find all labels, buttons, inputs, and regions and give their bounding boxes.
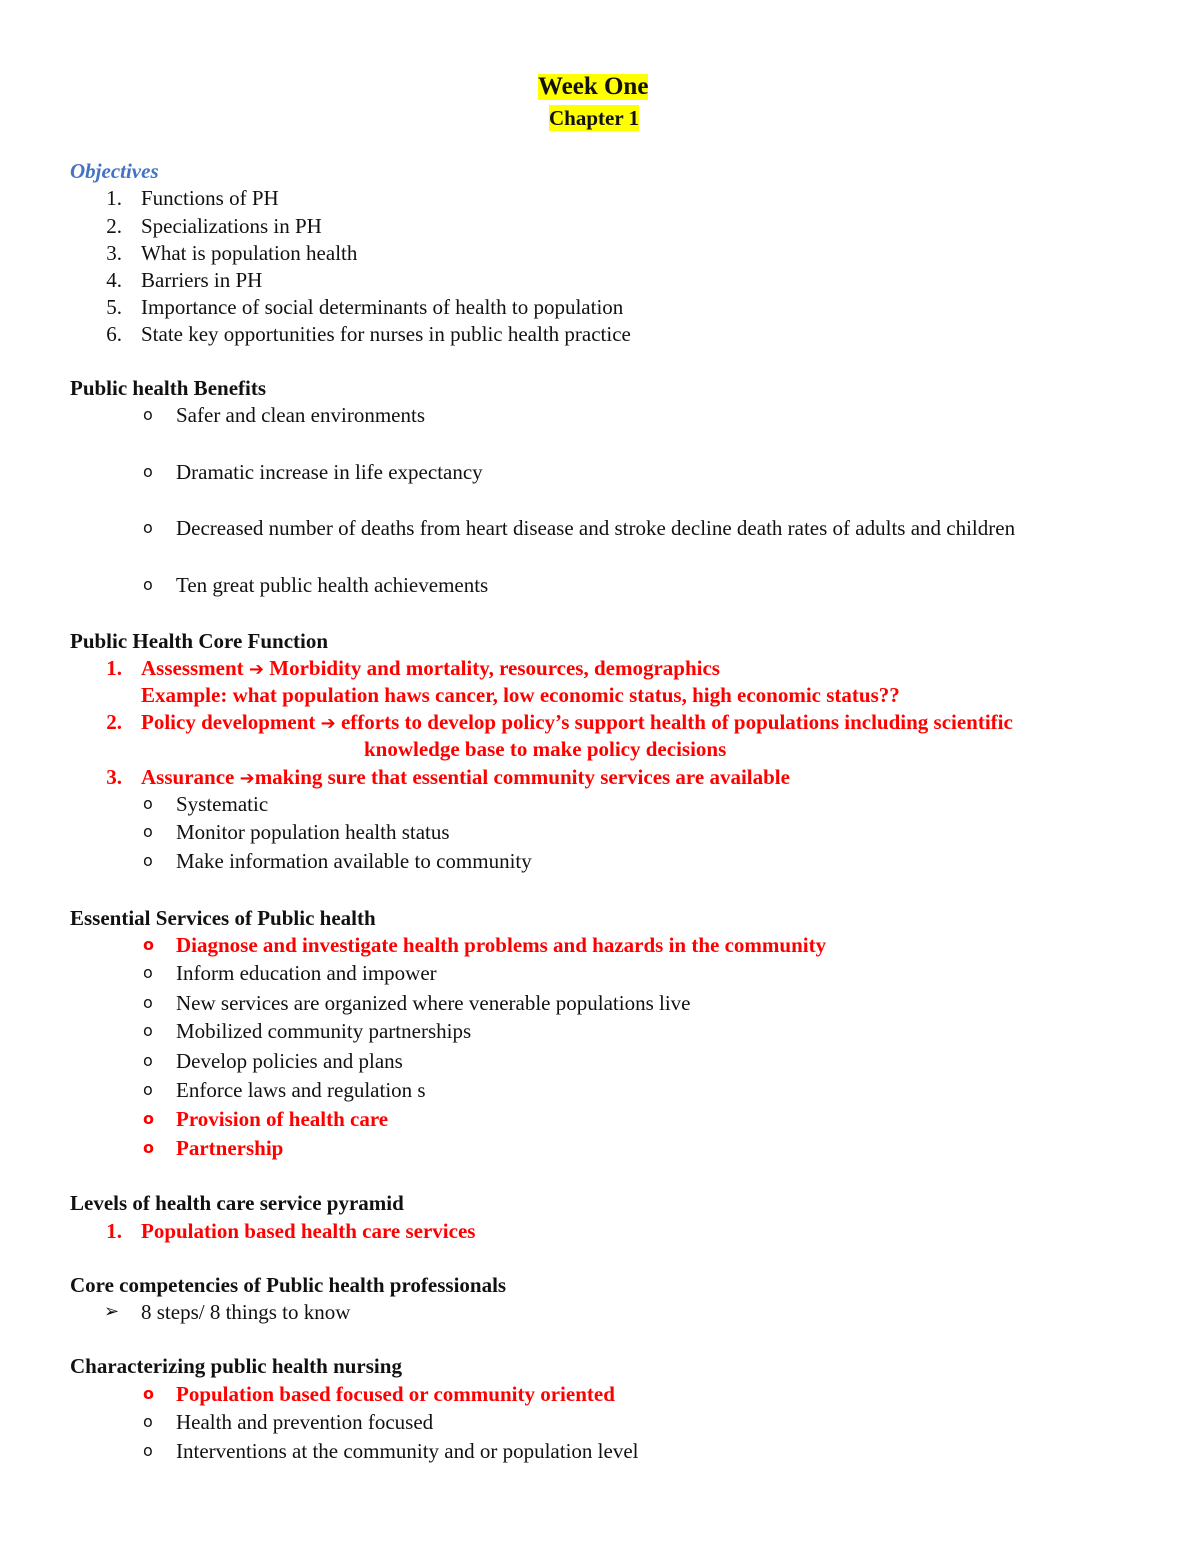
- bullet-icon: o: [143, 794, 153, 813]
- list-item-text: Provision of health care: [176, 1107, 389, 1131]
- list-item-text: Make information available to community: [176, 849, 532, 873]
- bullet-icon: o: [143, 1051, 153, 1070]
- bullet-icon: o: [143, 963, 153, 982]
- arrow-right-icon: ➔: [248, 659, 265, 680]
- arrowhead-bullet-icon: ➢: [104, 1301, 120, 1322]
- list-item-text: Develop policies and plans: [176, 1049, 403, 1073]
- list-number: 1.: [106, 656, 122, 680]
- list-number: 1.: [106, 186, 122, 210]
- nursing-heading: Characterizing public health nursing: [70, 1354, 402, 1378]
- list-number: 6.: [106, 322, 122, 346]
- list-item-text: Importance of social determinants of health to population: [141, 295, 624, 319]
- objectives-heading: Objectives: [70, 159, 159, 183]
- bullet-icon: o: [143, 851, 153, 870]
- bullet-icon: o: [143, 462, 153, 481]
- bullet-icon: o: [143, 1384, 154, 1403]
- list-item-text: 8 steps/ 8 things to know: [141, 1300, 351, 1324]
- core-text: making sure that essential community services are available: [254, 765, 790, 789]
- core-label: Policy development: [141, 710, 316, 734]
- bullet-icon: o: [143, 405, 153, 424]
- page-title: Week One: [538, 73, 649, 100]
- list-item-text: Population based focused or community oriented: [176, 1382, 615, 1406]
- list-number: 4.: [106, 268, 122, 292]
- list-item-text: Systematic: [176, 792, 269, 816]
- bullet-icon: o: [143, 575, 153, 594]
- list-item-text: [141, 709, 1013, 737]
- core-text: Morbidity and mortality, resources, demographics: [269, 656, 720, 680]
- bullet-icon: o: [143, 993, 153, 1012]
- page-subtitle: Chapter 1: [549, 106, 640, 130]
- bullet-icon: o: [143, 1021, 153, 1040]
- list-item-text: Mobilized community partnerships: [176, 1019, 472, 1043]
- list-item-text: New services are organized where venerable populations live: [176, 991, 691, 1015]
- list-item-text: State key opportunities for nurses in public health practice: [141, 322, 631, 346]
- pyramid-heading: Levels of health care service pyramid: [70, 1191, 404, 1215]
- list-item-text: Ten great public health achievements: [176, 573, 489, 597]
- list-item-text: Barriers in PH: [141, 268, 263, 292]
- arrow-right-icon: ➔: [239, 768, 255, 789]
- core-label: Assurance: [141, 765, 235, 789]
- core-function-heading: Public Health Core Function: [70, 629, 329, 653]
- arrow-right-icon: ➔: [320, 713, 336, 734]
- bullet-icon: o: [143, 935, 154, 954]
- list-item-text: [141, 655, 720, 683]
- list-item-text: Specializations in PH: [141, 214, 322, 238]
- list-number: 3.: [106, 241, 122, 265]
- list-item-text: What is population health: [141, 241, 358, 265]
- core-text: efforts to develop policy’s support health of populations including scientific: [340, 710, 1013, 734]
- bullet-icon: o: [143, 822, 153, 841]
- list-item-text: Monitor population health status: [176, 820, 450, 844]
- list-number: 3.: [106, 765, 122, 789]
- list-item-text: Health and prevention focused: [176, 1410, 434, 1434]
- list-item-text: Inform education and impower: [176, 961, 437, 985]
- benefits-heading: Public health Benefits: [70, 376, 267, 400]
- list-item-text: Diagnose and investigate health problems and hazards in the community: [176, 933, 827, 957]
- bullet-icon: o: [143, 518, 153, 537]
- list-item-text: Decreased number of deaths from heart disease and stroke decline death rates of adults and children: [176, 516, 1016, 540]
- bullet-icon: o: [143, 1080, 153, 1099]
- list-item-text: Population based health care services: [141, 1219, 476, 1243]
- list-item-text: Partnership: [176, 1136, 284, 1160]
- list-number: 2.: [106, 710, 122, 734]
- bullet-icon: o: [143, 1138, 154, 1157]
- list-item-text: Enforce laws and regulation s: [176, 1078, 426, 1102]
- list-number: 5.: [106, 295, 122, 319]
- list-item-text: Interventions at the community and or population level: [176, 1439, 639, 1463]
- core-example: Example: what population haws cancer, low economic status, high economic status??: [141, 683, 900, 707]
- list-number: 1.: [106, 1219, 122, 1243]
- competencies-heading: Core competencies of Public health professionals: [70, 1273, 507, 1297]
- essential-services-heading: Essential Services of Public health: [70, 906, 376, 930]
- bullet-icon: o: [143, 1441, 153, 1460]
- list-item-text: Safer and clean environments: [176, 403, 425, 427]
- list-item-text: Functions of PH: [141, 186, 279, 210]
- core-continuation: knowledge base to make policy decisions: [364, 737, 727, 761]
- core-label: Assessment: [141, 656, 244, 680]
- list-item-text: [141, 764, 790, 792]
- list-item-text: Dramatic increase in life expectancy: [176, 460, 483, 484]
- list-number: 2.: [106, 214, 122, 238]
- bullet-icon: o: [143, 1412, 153, 1431]
- bullet-icon: o: [143, 1109, 154, 1128]
